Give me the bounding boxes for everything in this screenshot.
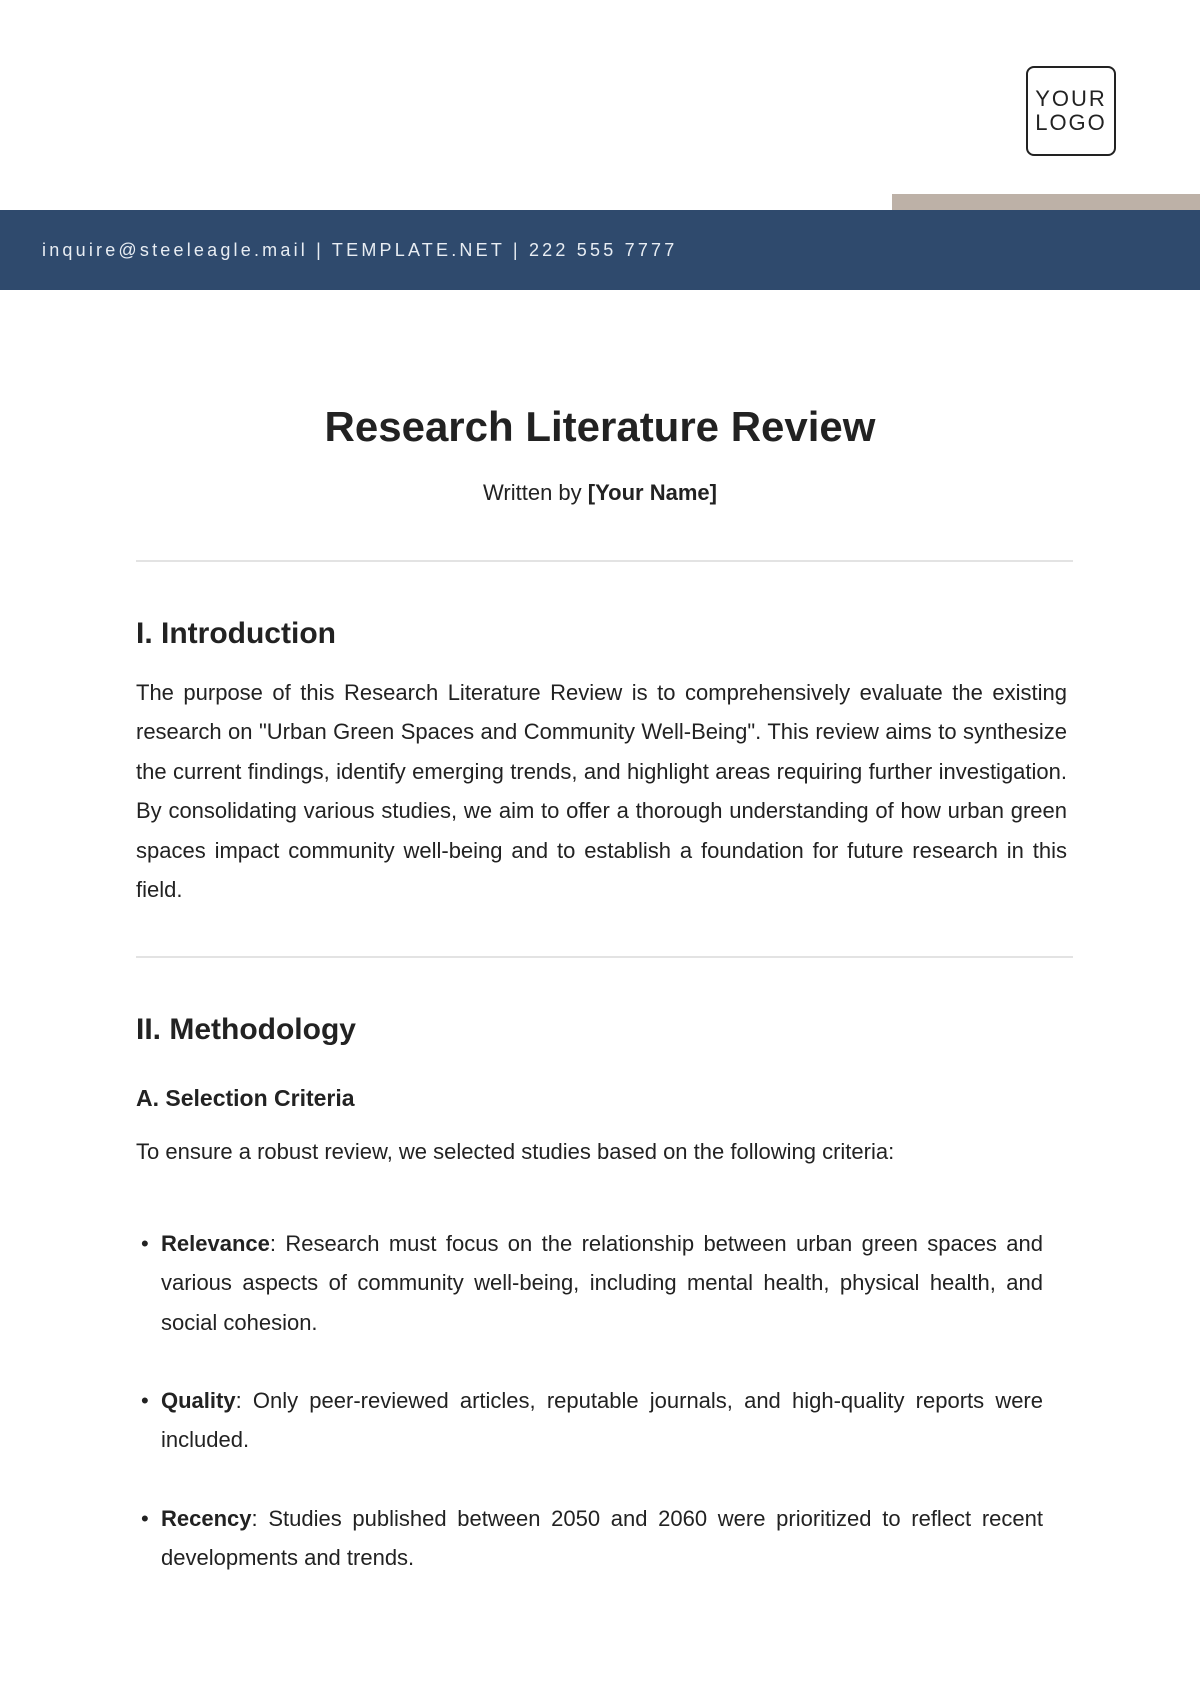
divider-2 [136, 956, 1073, 958]
list-item [141, 1224, 1043, 1342]
divider-1 [136, 560, 1073, 562]
byline [0, 478, 1200, 508]
author-name: [Your Name] [587, 480, 717, 505]
list-item [141, 1499, 1043, 1578]
bullet-icon: • [141, 1388, 149, 1413]
criterion-description: : Research must focus on the relationship between urban green spaces and various aspects of community well-being, including mental health, physical health, and social cohesion. [161, 1231, 1043, 1335]
selection-criteria-heading: A. Selection Criteria [136, 1085, 355, 1111]
bullet-icon: • [141, 1231, 149, 1256]
document-title: Research Literature Review [324, 403, 876, 450]
criterion-term: Recency [161, 1506, 252, 1531]
accent-bar [892, 194, 1200, 210]
logo-line-2: LOGO [1035, 110, 1107, 135]
list-item-text [141, 1499, 1043, 1578]
list-item-text [141, 1381, 1043, 1460]
contact-band [0, 210, 1200, 290]
contact-info: inquire@steeleagle.mail | TEMPLATE.NET | 222 555 7777 [42, 240, 678, 260]
logo-line-1: YOUR [1035, 86, 1107, 111]
byline-prefix: Written by [483, 480, 588, 505]
logo-text [1035, 87, 1107, 135]
introduction-heading: I. Introduction [136, 617, 336, 650]
methodology-heading: II. Methodology [136, 1013, 356, 1046]
introduction-body: The purpose of this Research Literature Review is to comprehensively evaluate the existing research on "Urban Green Spaces and Community Well-Being". This review aims to synthesize the current findings, identify emerging trends, and highlight areas requiring further investigation. By consolidating various studies, we aim to offer a thorough understanding of how urban green spaces impact community well-being and to establish a foundation for future research in this field. [136, 680, 1067, 903]
bullet-icon: • [141, 1506, 149, 1531]
criterion-term: Quality [161, 1388, 236, 1413]
list-item [141, 1381, 1043, 1460]
criteria-intro: To ensure a robust review, we selected studies based on the following criteria: [136, 1139, 895, 1164]
criterion-term: Relevance [161, 1231, 270, 1256]
criterion-description: : Studies published between 2050 and 2060 were prioritized to reflect recent developments and trends. [161, 1506, 1043, 1571]
logo [1026, 66, 1116, 156]
list-item-text [141, 1224, 1043, 1342]
criterion-description: : Only peer-reviewed articles, reputable journals, and high-quality reports were included. [161, 1388, 1043, 1453]
